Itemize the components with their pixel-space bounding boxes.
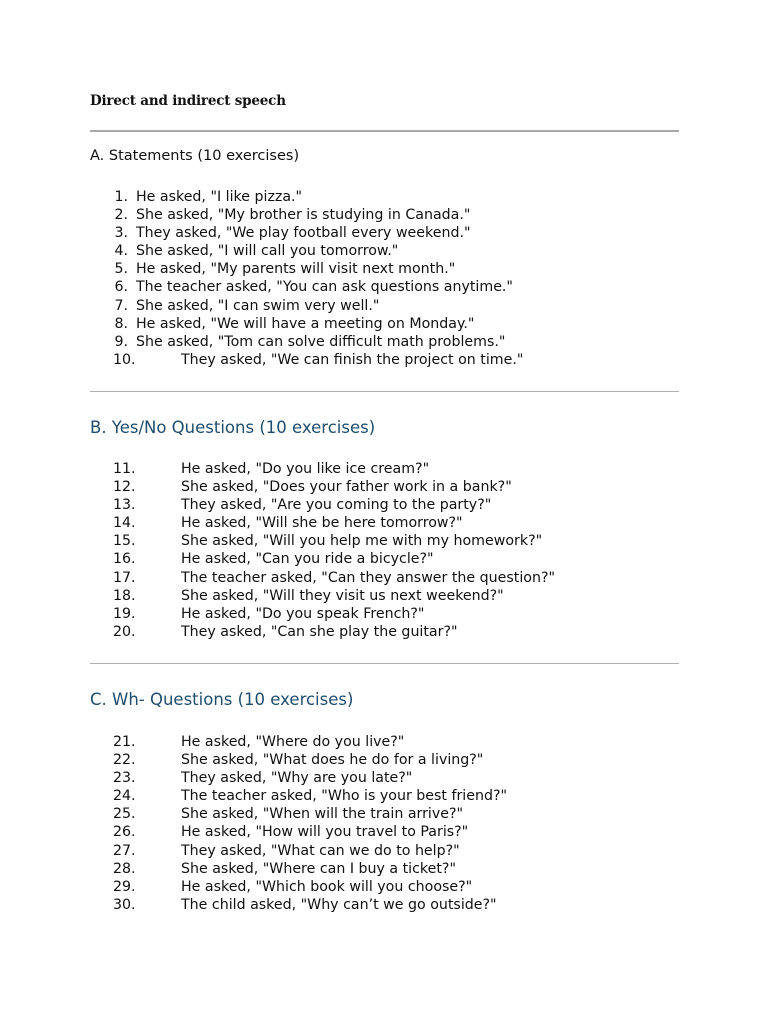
item-text: He asked, "My parents will visit next month." xyxy=(136,261,456,278)
item-number: 4. xyxy=(114,243,128,260)
item-text: She asked, "Will you help me with my homework?" xyxy=(181,533,543,550)
list-item xyxy=(90,496,710,514)
item-text: He asked, "I like pizza." xyxy=(136,189,303,205)
list-item xyxy=(90,333,710,351)
item-number: 18. xyxy=(113,587,136,604)
item-text: They asked, "We play football every weekend." xyxy=(136,225,471,242)
item-text: The teacher asked, "You can ask questions anytime." xyxy=(136,279,513,296)
item-text: He asked, "We will have a meeting on Monday." xyxy=(136,315,475,332)
section-a-list xyxy=(90,188,710,369)
item-number: 3. xyxy=(114,225,128,242)
list-item xyxy=(90,351,710,369)
item-text: He asked, "Which book will you choose?" xyxy=(181,878,473,895)
list-item xyxy=(90,206,710,224)
item-text: They asked, "What can we do to help?" xyxy=(181,842,460,859)
item-number: 11. xyxy=(113,461,136,477)
item-number: 20. xyxy=(113,623,136,640)
item-text: She asked, "I can swim very well." xyxy=(136,297,380,314)
item-number: 30. xyxy=(113,896,136,913)
item-text: The teacher asked, "Who is your best friend?" xyxy=(181,788,508,805)
list-item xyxy=(90,315,710,333)
title-divider xyxy=(90,130,679,132)
item-number: 9. xyxy=(114,333,128,350)
item-number: 28. xyxy=(113,860,136,877)
list-item xyxy=(90,242,710,260)
item-number: 5. xyxy=(114,261,128,278)
item-number: 25. xyxy=(113,806,136,823)
item-text: She asked, "I will call you tomorrow." xyxy=(136,243,399,260)
section-b-list xyxy=(90,460,710,641)
list-item xyxy=(90,823,710,841)
item-number: 26. xyxy=(113,824,136,841)
item-text: He asked, "Can you ride a bicycle?" xyxy=(181,551,434,568)
list-item xyxy=(90,532,710,550)
list-item xyxy=(90,278,710,296)
list-item xyxy=(90,733,710,751)
list-item xyxy=(90,297,710,315)
item-text: They asked, "Can she play the guitar?" xyxy=(181,623,458,640)
item-number: 12. xyxy=(113,479,136,496)
list-item xyxy=(90,769,710,787)
item-text: He asked, "How will you travel to Paris?" xyxy=(181,824,469,841)
section-a-heading: A. Statements (10 exercises) xyxy=(90,148,300,164)
list-item xyxy=(90,514,710,532)
item-number: 13. xyxy=(113,497,136,514)
list-item xyxy=(90,860,710,878)
item-number: 17. xyxy=(113,569,136,586)
item-number: 1. xyxy=(114,189,128,205)
item-number: 27. xyxy=(113,842,136,859)
item-text: She asked, "Does your father work in a bank?" xyxy=(181,479,512,496)
item-text: She asked, "My brother is studying in Canada." xyxy=(136,207,471,224)
item-number: 15. xyxy=(113,533,136,550)
list-item xyxy=(90,896,710,914)
list-item xyxy=(90,478,710,496)
list-item xyxy=(90,751,710,769)
list-item xyxy=(90,587,710,605)
item-number: 21. xyxy=(113,734,136,750)
item-text: He asked, "Where do you live?" xyxy=(181,734,405,750)
list-item xyxy=(90,460,710,478)
item-number: 23. xyxy=(113,770,136,787)
item-text: They asked, "Are you coming to the party?" xyxy=(181,497,492,514)
list-item xyxy=(90,550,710,568)
item-text: He asked, "Do you like ice cream?" xyxy=(181,461,430,477)
section-divider xyxy=(90,391,679,392)
section-c-list xyxy=(90,733,710,914)
item-text: She asked, "Will they visit us next weekend?" xyxy=(181,587,504,604)
list-item xyxy=(90,878,710,896)
item-number: 2. xyxy=(114,207,128,224)
item-number: 10. xyxy=(113,351,136,368)
item-number: 7. xyxy=(114,297,128,314)
item-number: 22. xyxy=(113,752,136,769)
list-item xyxy=(90,260,710,278)
item-text: She asked, "Where can I buy a ticket?" xyxy=(181,860,456,877)
list-item xyxy=(90,787,710,805)
item-text: She asked, "Tom can solve difficult math problems." xyxy=(136,333,506,350)
item-number: 29. xyxy=(113,878,136,895)
list-item xyxy=(90,805,710,823)
item-text: They asked, "Why are you late?" xyxy=(181,770,413,787)
item-text: She asked, "What does he do for a living?" xyxy=(181,752,484,769)
item-text: The teacher asked, "Can they answer the question?" xyxy=(181,569,556,586)
item-number: 24. xyxy=(113,788,136,805)
item-number: 14. xyxy=(113,515,136,532)
list-item xyxy=(90,623,710,641)
item-text: They asked, "We can finish the project on time." xyxy=(181,351,524,368)
section-c-heading: C. Wh- Questions (10 exercises) xyxy=(90,690,354,709)
item-number: 6. xyxy=(114,279,128,296)
item-number: 8. xyxy=(114,315,128,332)
section-b-heading: B. Yes/No Questions (10 exercises) xyxy=(90,418,376,437)
list-item xyxy=(90,569,710,587)
document-title: Direct and indirect speech xyxy=(90,93,286,109)
item-number: 19. xyxy=(113,605,136,622)
list-item xyxy=(90,224,710,242)
item-text: He asked, "Will she be here tomorrow?" xyxy=(181,515,463,532)
item-text: She asked, "When will the train arrive?" xyxy=(181,806,464,823)
list-item xyxy=(90,605,710,623)
list-item xyxy=(90,842,710,860)
item-number: 16. xyxy=(113,551,136,568)
section-divider xyxy=(90,663,679,664)
item-text: The child asked, "Why can’t we go outside?" xyxy=(181,896,497,913)
list-item xyxy=(90,188,710,206)
item-text: He asked, "Do you speak French?" xyxy=(181,605,425,622)
